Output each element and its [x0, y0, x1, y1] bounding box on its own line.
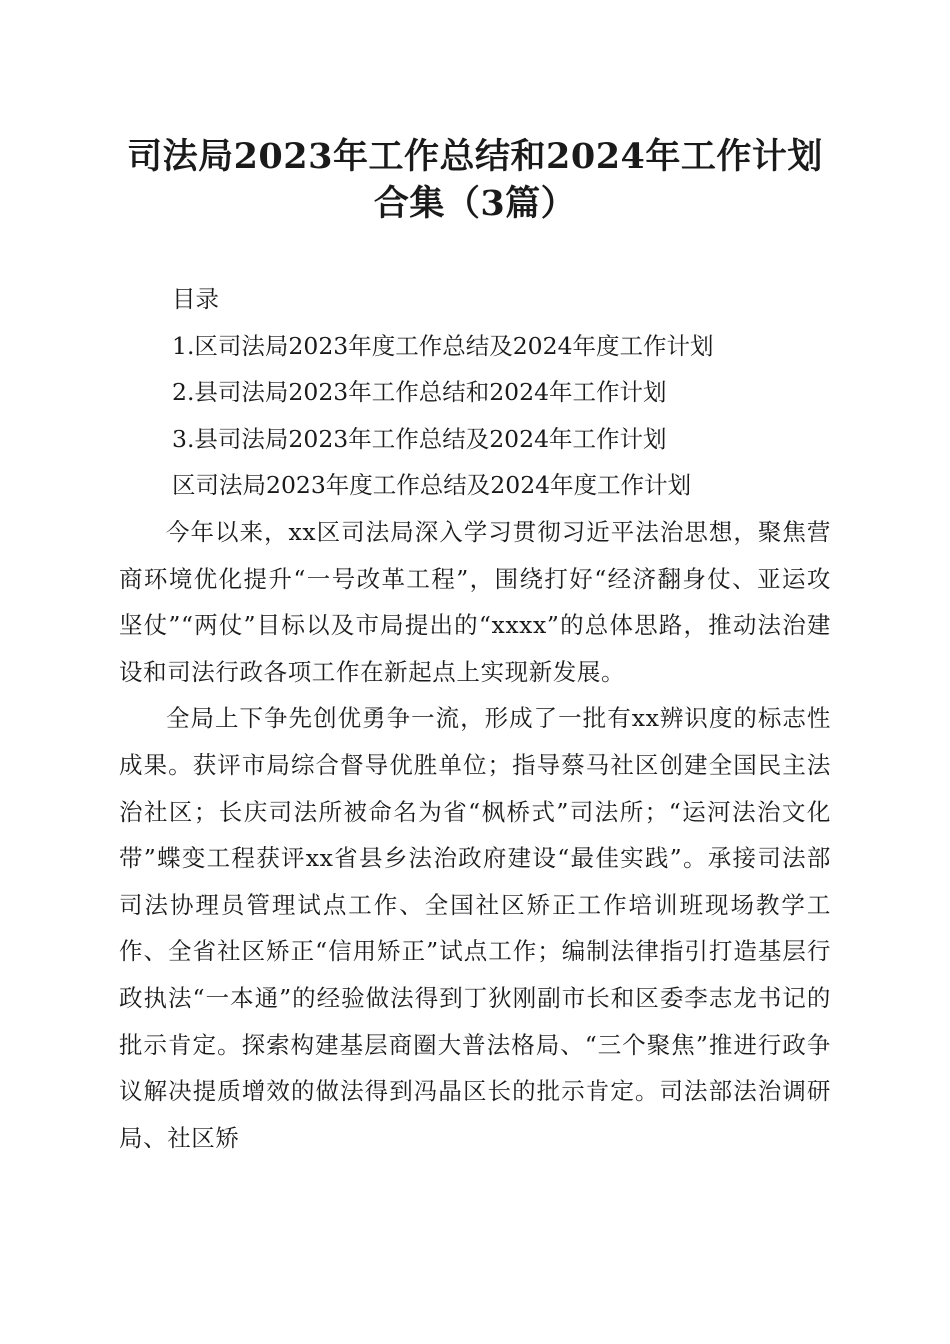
document-body	[119, 276, 831, 1161]
document-title: 司法局2023年工作总结和2024年工作计划合集（3篇）	[127, 136, 823, 224]
paragraph-2: 全局上下争先创优勇争一流，形成了一批有xx辨识度的标志性成果。获评市局综合督导优胜单位；指导蔡马社区创建全国民主法治社区；长庆司法所被命名为省“枫桥式”司法所；“运河法治文化带”蝶变工程获评xx省县乡法治政府建设“最佳实践”。承接司法部司法协理员管理试点工作、全国社区矫正工作培训班现场教学工作、全省社区矫正“信用矫正”试点工作；编制法律指引打造基层行政执法“一本通”的经验做法得到丁狄刚副市长和区委李志龙书记的批示肯定。探索构建基层商圈大普法格局、“三个聚焦”推进行政争议解决提质增效的做法得到冯晶区长的批示肯定。司法部法治调研局、社区矫	[119, 704, 831, 1152]
toc-item-1: 1.区司法局2023年度工作总结及2024年度工作计划	[172, 331, 714, 360]
toc-item-2: 2.县司法局2023年工作总结和2024年工作计划	[172, 378, 667, 407]
toc-item-3: 3.县司法局2023年工作总结及2024年工作计划	[172, 424, 667, 453]
toc-heading: 目录	[172, 285, 219, 313]
section-heading: 区司法局2023年度工作总结及2024年度工作计划	[172, 471, 692, 500]
paragraph-1: 今年以来，xx区司法局深入学习贯彻习近平法治思想，聚焦营商环境优化提升“一号改革工程”，围绕打好“经济翻身仗、亚运攻坚仗”“两仗”目标以及市局提出的“xxxx”的总体思路，推动法治建设和司法行政各项工作在新起点上实现新发展。	[119, 517, 831, 686]
